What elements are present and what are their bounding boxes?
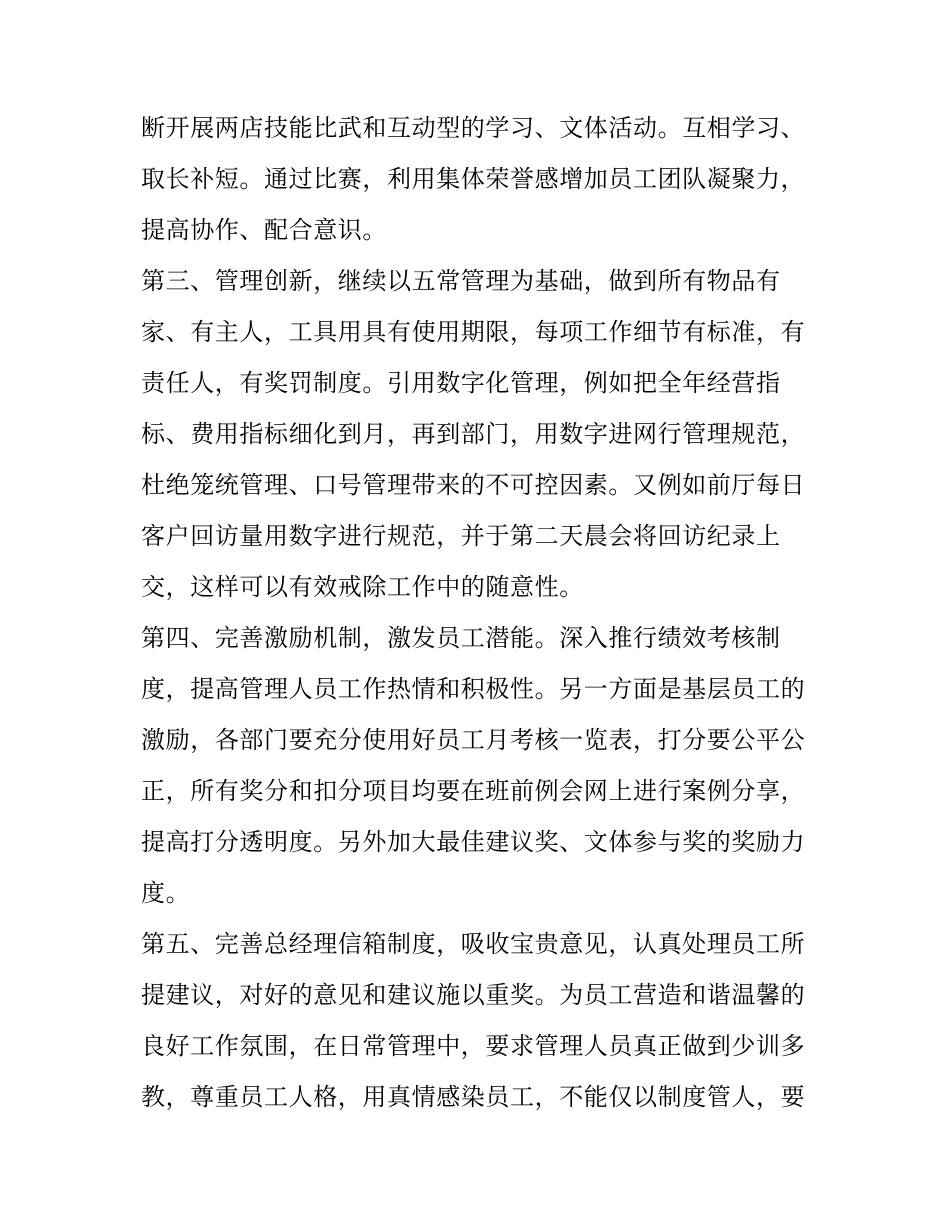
text-line: 正，所有奖分和扣分项目均要在班前例会网上进行案例分享， [141,777,806,805]
text-line: 杜绝笼统管理、口号管理带来的不可控因素。又例如前厅每日 [141,471,806,499]
text-line: 提建议，对好的意见和建议施以重奖。为员工营造和谐温馨的 [141,981,806,1009]
text-line: 取长补短。通过比赛，利用集体荣誉感增加员工团队凝聚力， [141,165,806,193]
text-line: 提高打分透明度。另外加大最佳建议奖、文体参与奖的奖励力 [141,828,806,856]
text-line: 责任人，有奖罚制度。引用数字化管理，例如把全年经营指 [141,369,781,397]
text-line: 家、有主人，工具用具有使用期限，每项工作细节有标准，有 [141,318,806,346]
text-line: 提高协作、配合意识。 [141,216,387,244]
text-line: 度。 [141,879,191,907]
text-line: 标、费用指标细化到月，再到部门，用数字进网行管理规范， [141,420,806,448]
text-line: 第五、完善总经理信箱制度，吸收宝贵意见，认真处理员工所 [141,930,806,958]
text-line: 激励，各部门要充分使用好员工月考核一览表，打分要公平公 [141,726,806,754]
body-text [141,103,821,1123]
text-line: 断开展两店技能比武和互动型的学习、文体活动。互相学习、 [141,114,806,142]
text-line: 度，提高管理人员工作热情和积极性。另一方面是基层员工的 [141,675,806,703]
text-line: 第四、完善激励机制，激发员工潜能。深入推行绩效考核制 [141,624,781,652]
text-line: 交，这样可以有效戒除工作中的随意性。 [141,573,584,601]
text-line: 良好工作氛围，在日常管理中，要求管理人员真正做到少训多 [141,1032,806,1060]
text-line: 教，尊重员工人格，用真情感染员工，不能仅以制度管人，要 [141,1083,806,1111]
text-line: 第三、管理创新，继续以五常管理为基础，做到所有物品有 [141,267,781,295]
text-line: 客户回访量用数字进行规范，并于第二天晨会将回访纪录上 [141,522,781,550]
